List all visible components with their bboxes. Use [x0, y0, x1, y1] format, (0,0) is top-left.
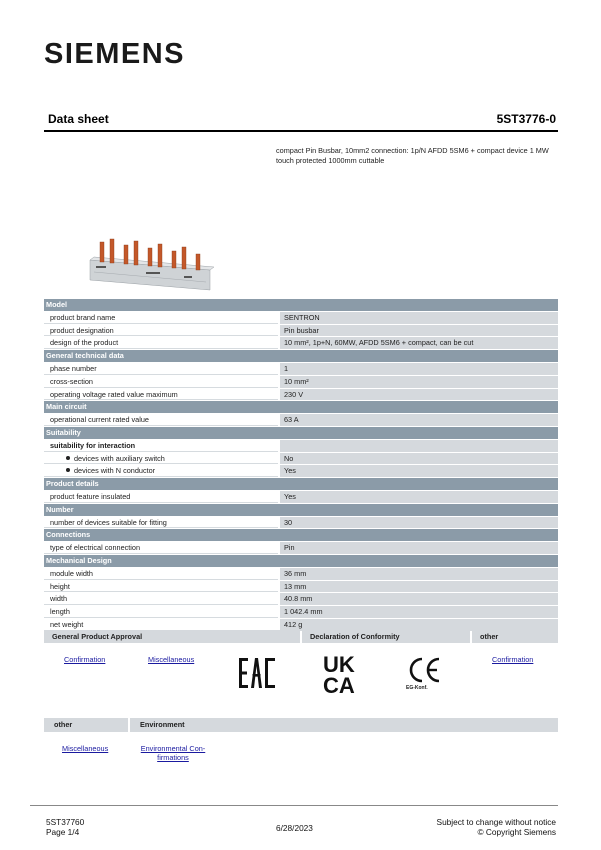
ce-label: EG-Konf. — [406, 685, 428, 691]
table-row: height 13 mm — [44, 581, 558, 594]
spec-table — [44, 299, 558, 632]
footer-page: Page 1/4 — [46, 827, 80, 837]
environment-col-environment: Environment — [130, 718, 558, 732]
product-number: 5ST3776-0 — [496, 112, 556, 126]
footer-code: 5ST37760 — [46, 817, 85, 827]
table-row: devices with N conductor Yes — [44, 465, 558, 478]
env-miscellaneous-link[interactable]: Miscellaneous — [62, 744, 109, 753]
confirmation-link-other[interactable]: Confirmation — [492, 655, 534, 664]
table-row: length 1 042.4 mm — [44, 606, 558, 619]
table-row: devices with auxiliary switch No — [44, 453, 558, 466]
table-row: suitability for interaction — [44, 440, 558, 453]
bullet-icon — [66, 456, 70, 460]
approvals-header — [44, 630, 558, 643]
section-header-general: General technical data — [44, 350, 558, 363]
svg-text:UK: UK — [323, 653, 355, 677]
section-header-suitability: Suitability — [44, 427, 558, 440]
table-row: width 40.8 mm — [44, 593, 558, 606]
product-description: compact Pin Busbar, 10mm2 connection: 1p/N AFDD 5SM6 + compact device 1 MW touch protected 1000mm cuttable — [276, 146, 549, 165]
page-title: Data sheet — [48, 112, 109, 126]
eac-mark-icon — [238, 656, 276, 690]
section-header-mechanical: Mechanical Design — [44, 555, 558, 568]
table-row: net weight 412 g — [44, 619, 558, 632]
environmental-confirmations-link[interactable]: Environmental Con- firmations — [140, 744, 206, 762]
table-row: operating voltage rated value maximum 230 V — [44, 389, 558, 402]
miscellaneous-link[interactable]: Miscellaneous — [148, 655, 195, 664]
table-row: product brand name SENTRON — [44, 312, 558, 325]
siemens-logo: SIEMENS — [44, 38, 186, 70]
bullet-icon — [66, 468, 70, 472]
approvals-col-other: other — [472, 630, 558, 643]
section-header-main-circuit: Main circuit — [44, 401, 558, 414]
section-header-model: Model — [44, 299, 558, 312]
table-row: product feature insulated Yes — [44, 491, 558, 504]
footer-copyright: © Copyright Siemens — [477, 827, 556, 837]
section-header-number: Number — [44, 504, 558, 517]
footer-divider — [30, 805, 558, 806]
svg-text:CA: CA — [323, 673, 355, 695]
section-header-connections: Connections — [44, 529, 558, 542]
environment-col-other: other — [44, 718, 128, 732]
product-image — [86, 236, 216, 292]
table-row: design of the product 10 mm², 1p+N, 60MW, AFDD 5SM6 + compact, can be cut — [44, 337, 558, 350]
table-row: module width 36 mm — [44, 568, 558, 581]
footer-date: 6/28/2023 — [276, 823, 313, 833]
table-row: number of devices suitable for fitting 30 — [44, 517, 558, 530]
table-row: operational current rated value 63 A — [44, 414, 558, 427]
ukca-mark-icon — [322, 653, 364, 695]
table-row: phase number 1 — [44, 363, 558, 376]
approvals-col-declaration: Declaration of Conformity — [302, 630, 470, 643]
ce-mark-icon — [409, 656, 445, 684]
table-row: type of electrical connection Pin — [44, 542, 558, 555]
section-header-product-details: Product details — [44, 478, 558, 491]
confirmation-link[interactable]: Confirmation — [64, 655, 106, 664]
footer-notice: Subject to change without notice — [436, 817, 556, 827]
environment-header — [44, 718, 558, 732]
table-row: cross-section 10 mm² — [44, 376, 558, 389]
approvals-col-general: General Product Approval — [44, 630, 300, 643]
table-row: product designation Pin busbar — [44, 325, 558, 338]
header-bar — [44, 112, 558, 132]
